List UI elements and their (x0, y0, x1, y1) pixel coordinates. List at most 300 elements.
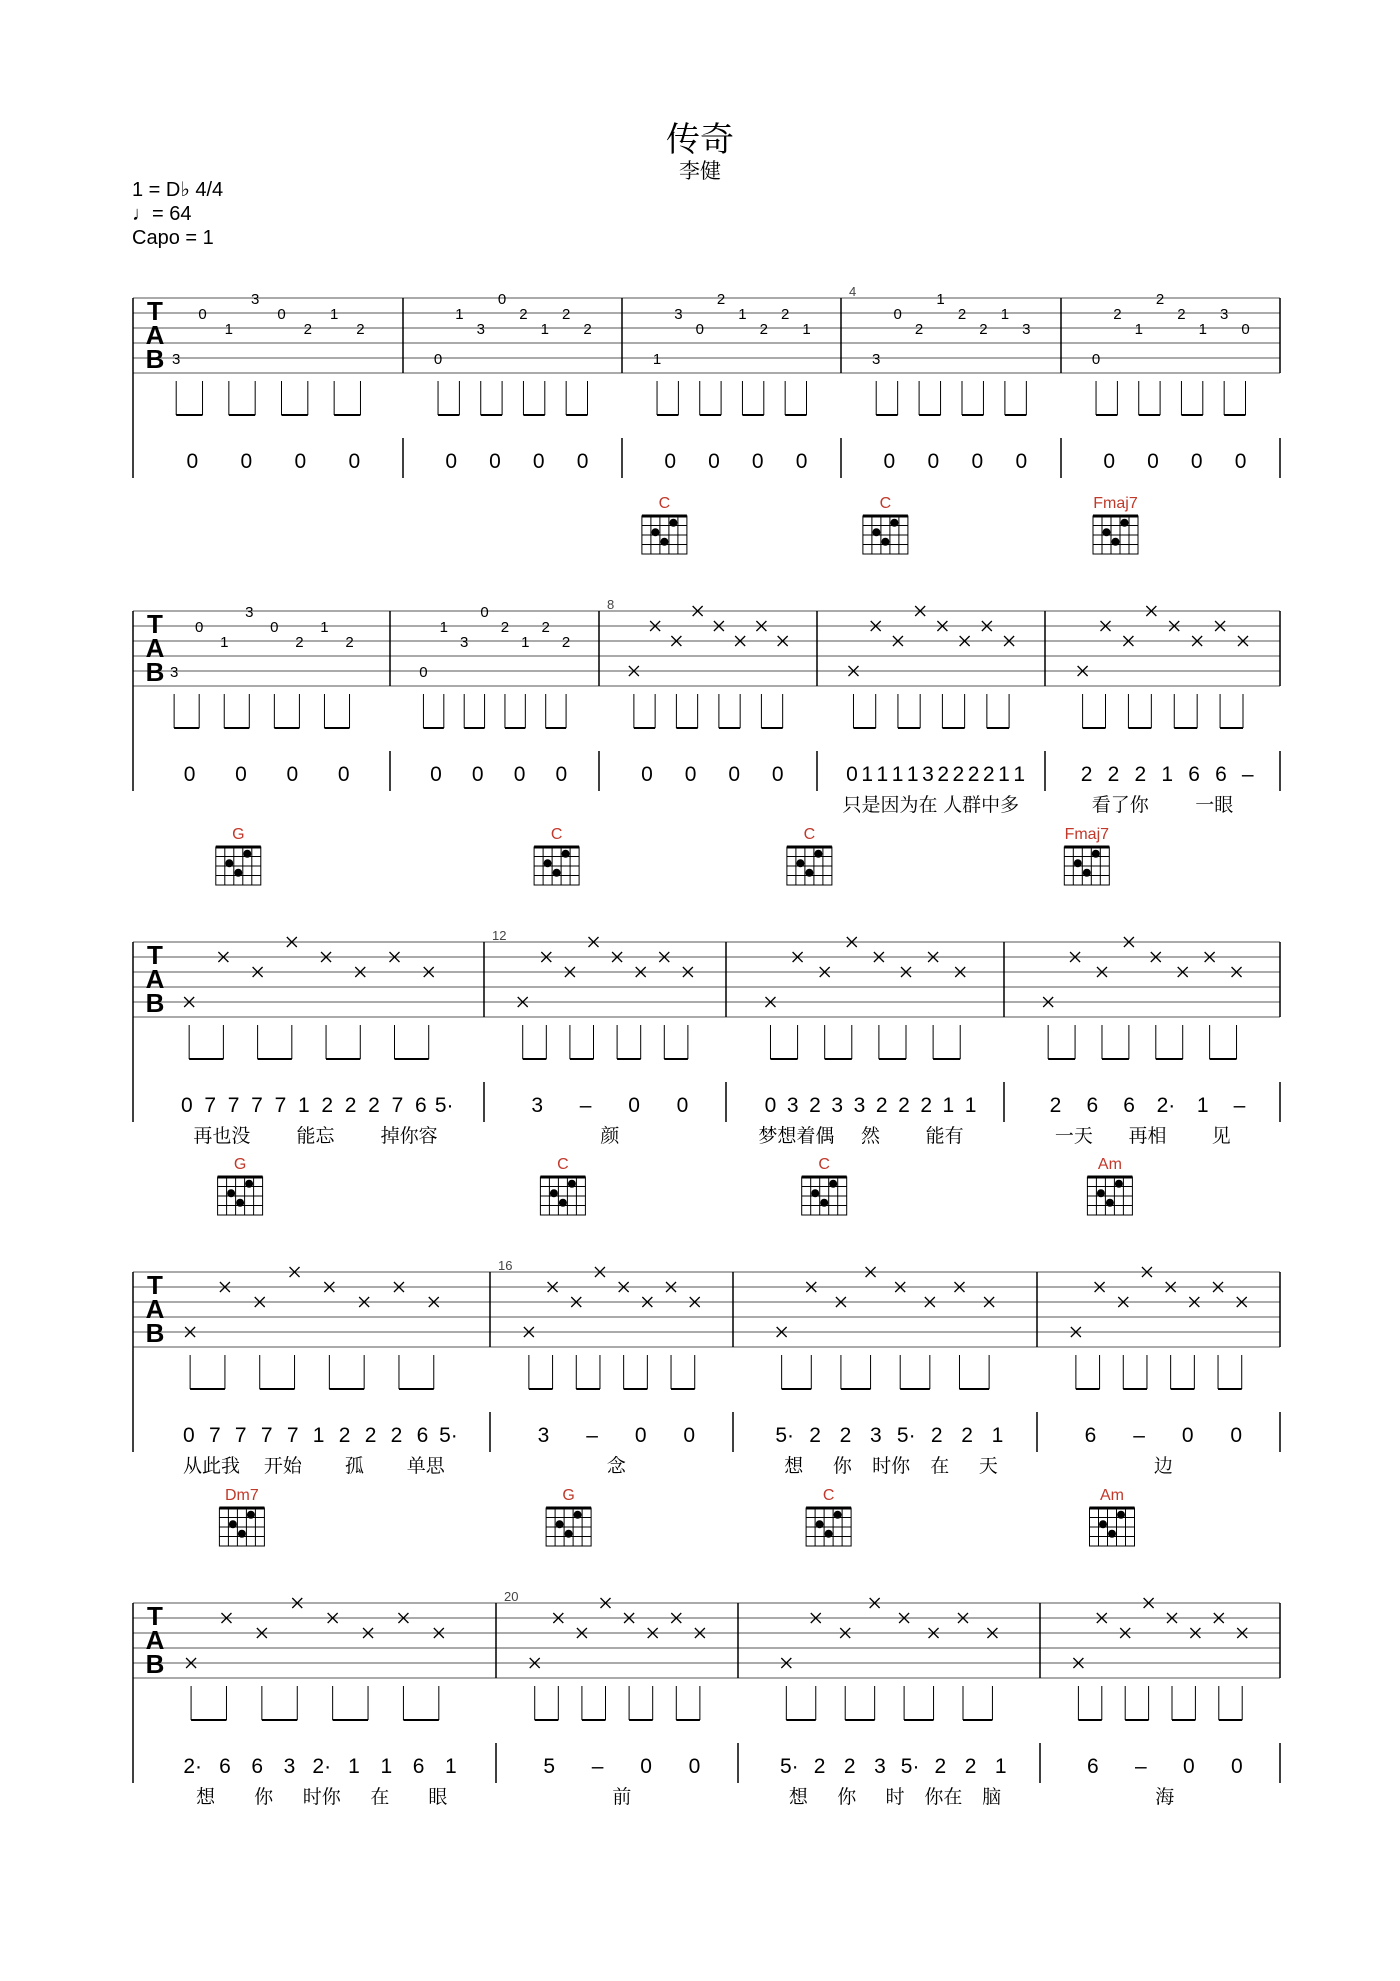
jianpu-note: 0 (1230, 1755, 1243, 1778)
chord-finger-dot (229, 1520, 237, 1528)
chord-finger-dot (238, 1530, 246, 1538)
measure-number: 4 (849, 284, 857, 299)
tab-fret-number: 3 (460, 634, 469, 651)
jianpu-note: 2 (934, 1755, 947, 1778)
tab-fret-number: 3 (1219, 306, 1229, 323)
jianpu-note: 0 (183, 763, 196, 786)
jianpu-note: 5· (896, 1424, 916, 1447)
tab-clef-letter: A (145, 1294, 165, 1324)
jianpu-note: 0 (764, 1094, 777, 1117)
jianpu-note: 1 (991, 1424, 1004, 1447)
tab-clef-letter: T (147, 296, 163, 326)
chord-name: C (550, 826, 563, 843)
lyric-text: 边 (1153, 1455, 1173, 1477)
jianpu-note: 0 (771, 763, 784, 786)
chord-name: Dm7 (225, 1487, 259, 1504)
chord-finger-dot (820, 1199, 828, 1207)
jianpu-note: 3 (531, 1094, 544, 1117)
lyric-text: 颜 (600, 1125, 620, 1147)
jianpu-note: 6 (414, 1094, 427, 1117)
tab-fret-number: 0 (433, 351, 443, 368)
tab-fret-number: 0 (480, 604, 489, 621)
tab-fret-number: 1 (220, 634, 229, 651)
tab-fret-number: 2 (295, 634, 304, 651)
chord-diagram (787, 826, 832, 885)
chord-finger-dot (553, 869, 561, 877)
tab-fret-number: 2 (500, 619, 510, 636)
lyric-text: 从此我 (183, 1455, 241, 1477)
chord-diagram (216, 826, 261, 885)
lyric-text: 眼 (428, 1786, 448, 1808)
jianpu-note: 1 (942, 1094, 955, 1117)
jianpu-note: 2 (809, 1424, 821, 1447)
jianpu-note: 0 (640, 1755, 652, 1778)
tab-fret-number: 1 (1198, 321, 1207, 338)
chord-diagram (806, 1487, 851, 1546)
jianpu-note: 7 (227, 1094, 240, 1117)
jianpu-note: 2 (930, 1424, 943, 1447)
jianpu-note: – (1133, 1424, 1145, 1447)
lyric-text: 你在 (924, 1786, 963, 1808)
jianpu-note: 1 (1161, 763, 1174, 786)
lyric-text: 在 (930, 1455, 950, 1477)
chord-name: G (562, 1487, 575, 1504)
tab-fret-number: 1 (1000, 306, 1010, 323)
tab-fret-number: 2 (1177, 306, 1186, 323)
jianpu-note: 0 (971, 450, 984, 473)
chord-finger-dot (816, 1520, 824, 1528)
jianpu-note: 6 (1086, 1755, 1099, 1778)
jianpu-note: 2 (982, 763, 995, 786)
jianpu-note: 0 (1230, 1424, 1243, 1447)
jianpu-note: 0 (641, 763, 653, 786)
chord-finger-dot (834, 1511, 842, 1519)
chord-diagram (1064, 826, 1109, 885)
lyric-text: 一天 (1054, 1125, 1093, 1147)
lyric-text: 梦想着偶 (758, 1125, 835, 1147)
chord-finger-dot (243, 850, 251, 858)
tab-fret-number: 3 (674, 306, 683, 323)
jianpu-note: 5· (775, 1424, 795, 1447)
tab-fret-number: 2 (1155, 291, 1165, 308)
jianpu-note: 2 (390, 1424, 403, 1447)
jianpu-note: 0 (628, 1094, 640, 1117)
tab-clef-letter: T (147, 609, 163, 639)
chord-diagram (546, 1487, 591, 1546)
chord-finger-dot (811, 1189, 819, 1197)
jianpu-note: 1 (312, 1424, 325, 1447)
tab-fret-number: 1 (936, 291, 945, 308)
jianpu-note: 2 (1049, 1094, 1062, 1117)
jianpu-note: 0 (430, 763, 442, 786)
chord-name: C (822, 1487, 835, 1504)
jianpu-note: 7 (251, 1094, 263, 1117)
tab-fret-number: 2 (583, 321, 592, 338)
chord-diagram (802, 1156, 847, 1215)
jianpu-note: 0 (182, 1424, 195, 1447)
tab-fret-number: 0 (419, 664, 428, 681)
chord-finger-dot (825, 1530, 833, 1538)
tab-fret-number: 3 (251, 291, 260, 308)
tab-fret-number: 3 (1022, 321, 1031, 338)
jianpu-note: 2 (920, 1094, 933, 1117)
jianpu-note: 2 (321, 1094, 334, 1117)
jianpu-note: 0 (337, 763, 350, 786)
lyric-text: 时你 (302, 1786, 341, 1808)
jianpu-note: 2 (344, 1094, 357, 1117)
chord-finger-dot (805, 869, 813, 877)
jianpu-note: 2 (967, 763, 980, 786)
jianpu-note: 2 (961, 1424, 973, 1447)
tab-fret-number: 0 (198, 306, 207, 323)
lyric-text: 单思 (406, 1455, 445, 1477)
jianpu-note: 0 (1015, 450, 1028, 473)
jianpu-note: – (586, 1424, 598, 1447)
tab-clef-letter: A (145, 1625, 165, 1655)
key-signature: 1 = D♭ 4/4 (132, 179, 224, 201)
jianpu-note: 0 (180, 1094, 193, 1117)
jianpu-note: 7 (208, 1424, 221, 1447)
chord-finger-dot (1112, 538, 1120, 546)
chord-finger-dot (245, 1180, 253, 1188)
jianpu-note: 6 (1086, 1094, 1099, 1117)
chord-finger-dot (236, 1199, 244, 1207)
tab-fret-number: 0 (270, 619, 279, 636)
tab-clef-letter: A (145, 320, 165, 350)
jianpu-note: 6 (1215, 763, 1227, 786)
jianpu-note: 5 (543, 1755, 556, 1778)
tab-fret-number: 1 (439, 619, 448, 636)
jianpu-note: 0 (240, 450, 253, 473)
chord-name: C (557, 1156, 569, 1173)
lyric-text: 想 (784, 1455, 804, 1477)
jianpu-note: 6 (1084, 1424, 1097, 1447)
chord-finger-dot (1106, 1199, 1114, 1207)
jianpu-note: 2 (1080, 763, 1093, 786)
jianpu-note: 3 (922, 763, 934, 786)
chord-finger-dot (1097, 1189, 1105, 1197)
tab-fret-number: 1 (1134, 321, 1143, 338)
chord-name: G (233, 1156, 247, 1173)
jianpu-note: 6 (1123, 1094, 1135, 1117)
lyric-text: 能忘 (296, 1125, 335, 1147)
chord-name: Fmaj7 (1064, 826, 1110, 843)
measure-number: 12 (492, 928, 507, 943)
jianpu-note: 5· (434, 1094, 454, 1117)
tab-fret-number: 3 (169, 664, 179, 681)
jianpu-note: 2 (809, 1094, 821, 1117)
tab-fret-number: 1 (738, 306, 747, 323)
jianpu-note: 0 (513, 763, 526, 786)
lyric-text: 开始 (263, 1455, 302, 1477)
jianpu-note: 2 (813, 1755, 826, 1778)
jianpu-note: 7 (391, 1094, 404, 1117)
chord-finger-dot (796, 859, 804, 867)
tab-fret-number: 2 (957, 306, 967, 323)
jianpu-note: 1 (876, 763, 889, 786)
tab-clef-letter: T (147, 1270, 163, 1300)
tab-fret-number: 2 (561, 306, 571, 323)
chord-finger-dot (1092, 850, 1100, 858)
tab-clef-letter: B (145, 657, 165, 687)
jianpu-note: 2· (183, 1755, 203, 1778)
tab-fret-number: 2 (541, 619, 550, 636)
jianpu-note: 3 (870, 1424, 882, 1447)
jianpu-note: 2 (843, 1755, 856, 1778)
jianpu-note: 5· (779, 1755, 799, 1778)
tab-fret-number: 0 (1241, 321, 1250, 338)
measure-number: 16 (498, 1258, 513, 1273)
jianpu-note: 0 (555, 763, 568, 786)
tab-fret-number: 1 (329, 306, 339, 323)
jianpu-note: 2 (937, 763, 950, 786)
lyric-text: 前 (612, 1786, 632, 1808)
lyric-text: 在 (370, 1786, 390, 1808)
jianpu-note: 2 (964, 1755, 977, 1778)
jianpu-note: 6 (412, 1755, 425, 1778)
tab-clef-letter: B (145, 344, 165, 374)
lyric-text: 你 (837, 1786, 857, 1808)
jianpu-note: 7 (286, 1424, 299, 1447)
chord-finger-dot (1117, 1511, 1125, 1519)
jianpu-note: 0 (676, 1094, 689, 1117)
chord-name: Am (1097, 1156, 1122, 1173)
jianpu-note: 2 (898, 1094, 910, 1117)
chord-diagram (1087, 1156, 1132, 1215)
lyric-text: 想 (196, 1786, 216, 1808)
jianpu-note: 6 (251, 1755, 264, 1778)
tab-fret-number: 1 (320, 619, 329, 636)
jianpu-note: 1 (861, 763, 874, 786)
lyric-text: 然 (861, 1125, 881, 1147)
chord-finger-dot (562, 850, 570, 858)
jianpu-note: 2 (952, 763, 965, 786)
tab-fret-number: 3 (872, 351, 881, 368)
tab-fret-number: 0 (277, 306, 286, 323)
jianpu-note: 7 (204, 1094, 217, 1117)
jianpu-note: 0 (1181, 1424, 1194, 1447)
jianpu-note: 0 (1190, 450, 1203, 473)
chord-finger-dot (814, 850, 822, 858)
tab-fret-number: 2 (356, 321, 365, 338)
jianpu-note: 6 (219, 1755, 231, 1778)
measure-number: 20 (504, 1589, 519, 1604)
chord-name: C (879, 495, 892, 512)
chord-finger-dot (660, 538, 668, 546)
jianpu-note: – (1233, 1094, 1246, 1117)
jianpu-note: 7 (260, 1424, 273, 1447)
jianpu-note: 0 (1182, 1755, 1195, 1778)
chord-finger-dot (559, 1199, 567, 1207)
jianpu-note: 0 (751, 450, 764, 473)
jianpu-note: 0 (883, 450, 896, 473)
jianpu-note: 0 (471, 763, 484, 786)
jianpu-note: 0 (1234, 450, 1247, 473)
chord-name: C (658, 495, 671, 512)
jianpu-note: 5· (900, 1755, 920, 1778)
jianpu-note: 2 (368, 1094, 380, 1117)
chord-finger-dot (568, 1180, 576, 1188)
lyric-text: 一眼 (1195, 794, 1234, 816)
jianpu-note: 0 (235, 763, 247, 786)
chord-finger-dot (1121, 519, 1129, 527)
jianpu-note: 0 (688, 1755, 701, 1778)
chord-finger-dot (669, 519, 677, 527)
jianpu-note: 0 (927, 450, 940, 473)
jianpu-note: 2· (1156, 1094, 1176, 1117)
tab-fret-number: 1 (455, 306, 464, 323)
tab-fret-number: 3 (476, 321, 485, 338)
chord-name: C (818, 1156, 830, 1173)
jianpu-note: 1 (1013, 763, 1026, 786)
jianpu-note: 0 (634, 1424, 647, 1447)
chord-name: Am (1100, 1487, 1124, 1504)
lyric-text: 海 (1155, 1786, 1175, 1808)
jianpu-note: 3 (853, 1094, 866, 1117)
tab-fret-number: 2 (914, 321, 924, 338)
jianpu-note: 6 (1188, 763, 1200, 786)
jianpu-note: 3 (537, 1424, 550, 1447)
song-artist: 李健 (679, 159, 721, 183)
jianpu-note: 1 (444, 1755, 457, 1778)
chord-name: G (232, 826, 245, 843)
jianpu-note: 5· (439, 1424, 458, 1447)
tab-fret-number: 2 (303, 321, 312, 338)
lyric-text: 孤 (344, 1455, 364, 1477)
chord-finger-dot (829, 1180, 837, 1188)
jianpu-note: 3 (831, 1094, 844, 1117)
lyric-text: 再相 (1128, 1125, 1167, 1147)
tab-fret-number: 2 (1113, 306, 1122, 323)
jianpu-note: 7 (274, 1094, 287, 1117)
tab-clef-letter: T (147, 1601, 163, 1631)
measure-number: 8 (607, 597, 615, 612)
jianpu-note: 0 (728, 763, 741, 786)
chord-finger-dot (872, 528, 880, 536)
lyric-text: 能有 (925, 1125, 964, 1147)
jianpu-note: 2 (338, 1424, 351, 1447)
jianpu-note: 0 (489, 450, 501, 473)
tab-fret-number: 2 (345, 634, 354, 651)
jianpu-note: 0 (576, 450, 589, 473)
chord-finger-dot (890, 519, 898, 527)
lyric-text: 天 (978, 1455, 998, 1477)
jianpu-note: 0 (1147, 450, 1159, 473)
tab-fret-number: 0 (893, 306, 902, 323)
jianpu-note: 2 (875, 1094, 888, 1117)
jianpu-note: 0 (846, 763, 858, 786)
tab-fret-number: 0 (695, 321, 704, 338)
chord-finger-dot (550, 1189, 558, 1197)
lyric-text: 你 (832, 1455, 852, 1477)
jianpu-note: 0 (708, 450, 720, 473)
tab-clef-letter: B (145, 1649, 165, 1679)
tab-fret-number: 1 (540, 321, 549, 338)
tab-fret-number: 3 (172, 351, 181, 368)
tab-fret-number: 2 (979, 321, 988, 338)
tab-fret-number: 2 (561, 634, 571, 651)
tab-clef-letter: T (147, 940, 163, 970)
jianpu-note: 0 (186, 450, 199, 473)
jianpu-note: 1 (348, 1755, 360, 1778)
tempo-marking: ♩= 64 (132, 203, 192, 225)
tab-fret-number: 0 (497, 291, 507, 308)
chord-diagram (1093, 495, 1138, 554)
chord-finger-dot (1108, 1530, 1116, 1538)
jianpu-note: 1 (998, 763, 1010, 786)
lyric-text: 时 (885, 1786, 905, 1808)
chord-diagram (1090, 1487, 1135, 1546)
jianpu-note: 1 (964, 1094, 977, 1117)
lyric-text: 再也没 (193, 1125, 251, 1147)
chord-finger-dot (574, 1511, 582, 1519)
jianpu-note: – (1241, 763, 1254, 786)
lyric-text: 见 (1211, 1125, 1231, 1147)
chord-finger-dot (225, 859, 233, 867)
lyric-text: 脑 (982, 1786, 1002, 1808)
jianpu-note: 2 (1134, 763, 1147, 786)
jianpu-note: 2 (364, 1424, 377, 1447)
chord-finger-dot (1083, 869, 1091, 877)
chord-diagram (642, 495, 687, 554)
lyric-text: 你 (254, 1786, 274, 1808)
jianpu-note: – (579, 1094, 592, 1117)
chord-diagram (534, 826, 579, 885)
chord-diagram (218, 1156, 263, 1215)
chord-finger-dot (1103, 528, 1111, 536)
tab-clef-letter: B (145, 988, 165, 1018)
jianpu-note: 0 (795, 450, 808, 473)
jianpu-note: – (591, 1755, 604, 1778)
chord-diagram (219, 1487, 264, 1546)
jianpu-note: 1 (1196, 1094, 1209, 1117)
chord-finger-dot (1099, 1520, 1107, 1528)
tab-fret-number: 1 (521, 634, 530, 651)
tab-fret-number: 2 (759, 321, 768, 338)
jianpu-note: 3 (283, 1755, 296, 1778)
chord-finger-dot (651, 528, 659, 536)
lyric-text: 时你 (872, 1455, 911, 1477)
jianpu-note: 0 (664, 450, 677, 473)
lyric-text: 念 (606, 1455, 626, 1477)
jianpu-note: – (1134, 1755, 1147, 1778)
chord-finger-dot (556, 1520, 564, 1528)
tab-fret-number: 2 (780, 306, 790, 323)
tab-fret-number: 2 (519, 306, 528, 323)
chord-finger-dot (565, 1530, 573, 1538)
jianpu-note: 7 (234, 1424, 247, 1447)
chord-name: Fmaj7 (1093, 495, 1138, 512)
jianpu-note: 0 (683, 1424, 696, 1447)
jianpu-note: 2 (1107, 763, 1120, 786)
jianpu-note: 2· (312, 1755, 332, 1778)
jianpu-note: 2 (839, 1424, 852, 1447)
tab-fret-number: 1 (224, 321, 234, 338)
jianpu-note: 1 (297, 1094, 310, 1117)
lyric-text: 人群中多 (943, 794, 1020, 816)
chord-finger-dot (881, 538, 889, 546)
tab-fret-number: 1 (652, 351, 662, 368)
tab-fret-number: 0 (1091, 351, 1101, 368)
jianpu-note: 0 (286, 763, 299, 786)
tab-fret-number: 0 (195, 619, 204, 636)
jianpu-note: 0 (684, 763, 697, 786)
lyric-text: 掉你容 (380, 1125, 438, 1147)
capo-info: Capo = 1 (132, 227, 214, 249)
tab-clef-letter: A (145, 633, 165, 663)
song-title: 传奇 (666, 120, 734, 160)
jianpu-note: 0 (532, 450, 545, 473)
